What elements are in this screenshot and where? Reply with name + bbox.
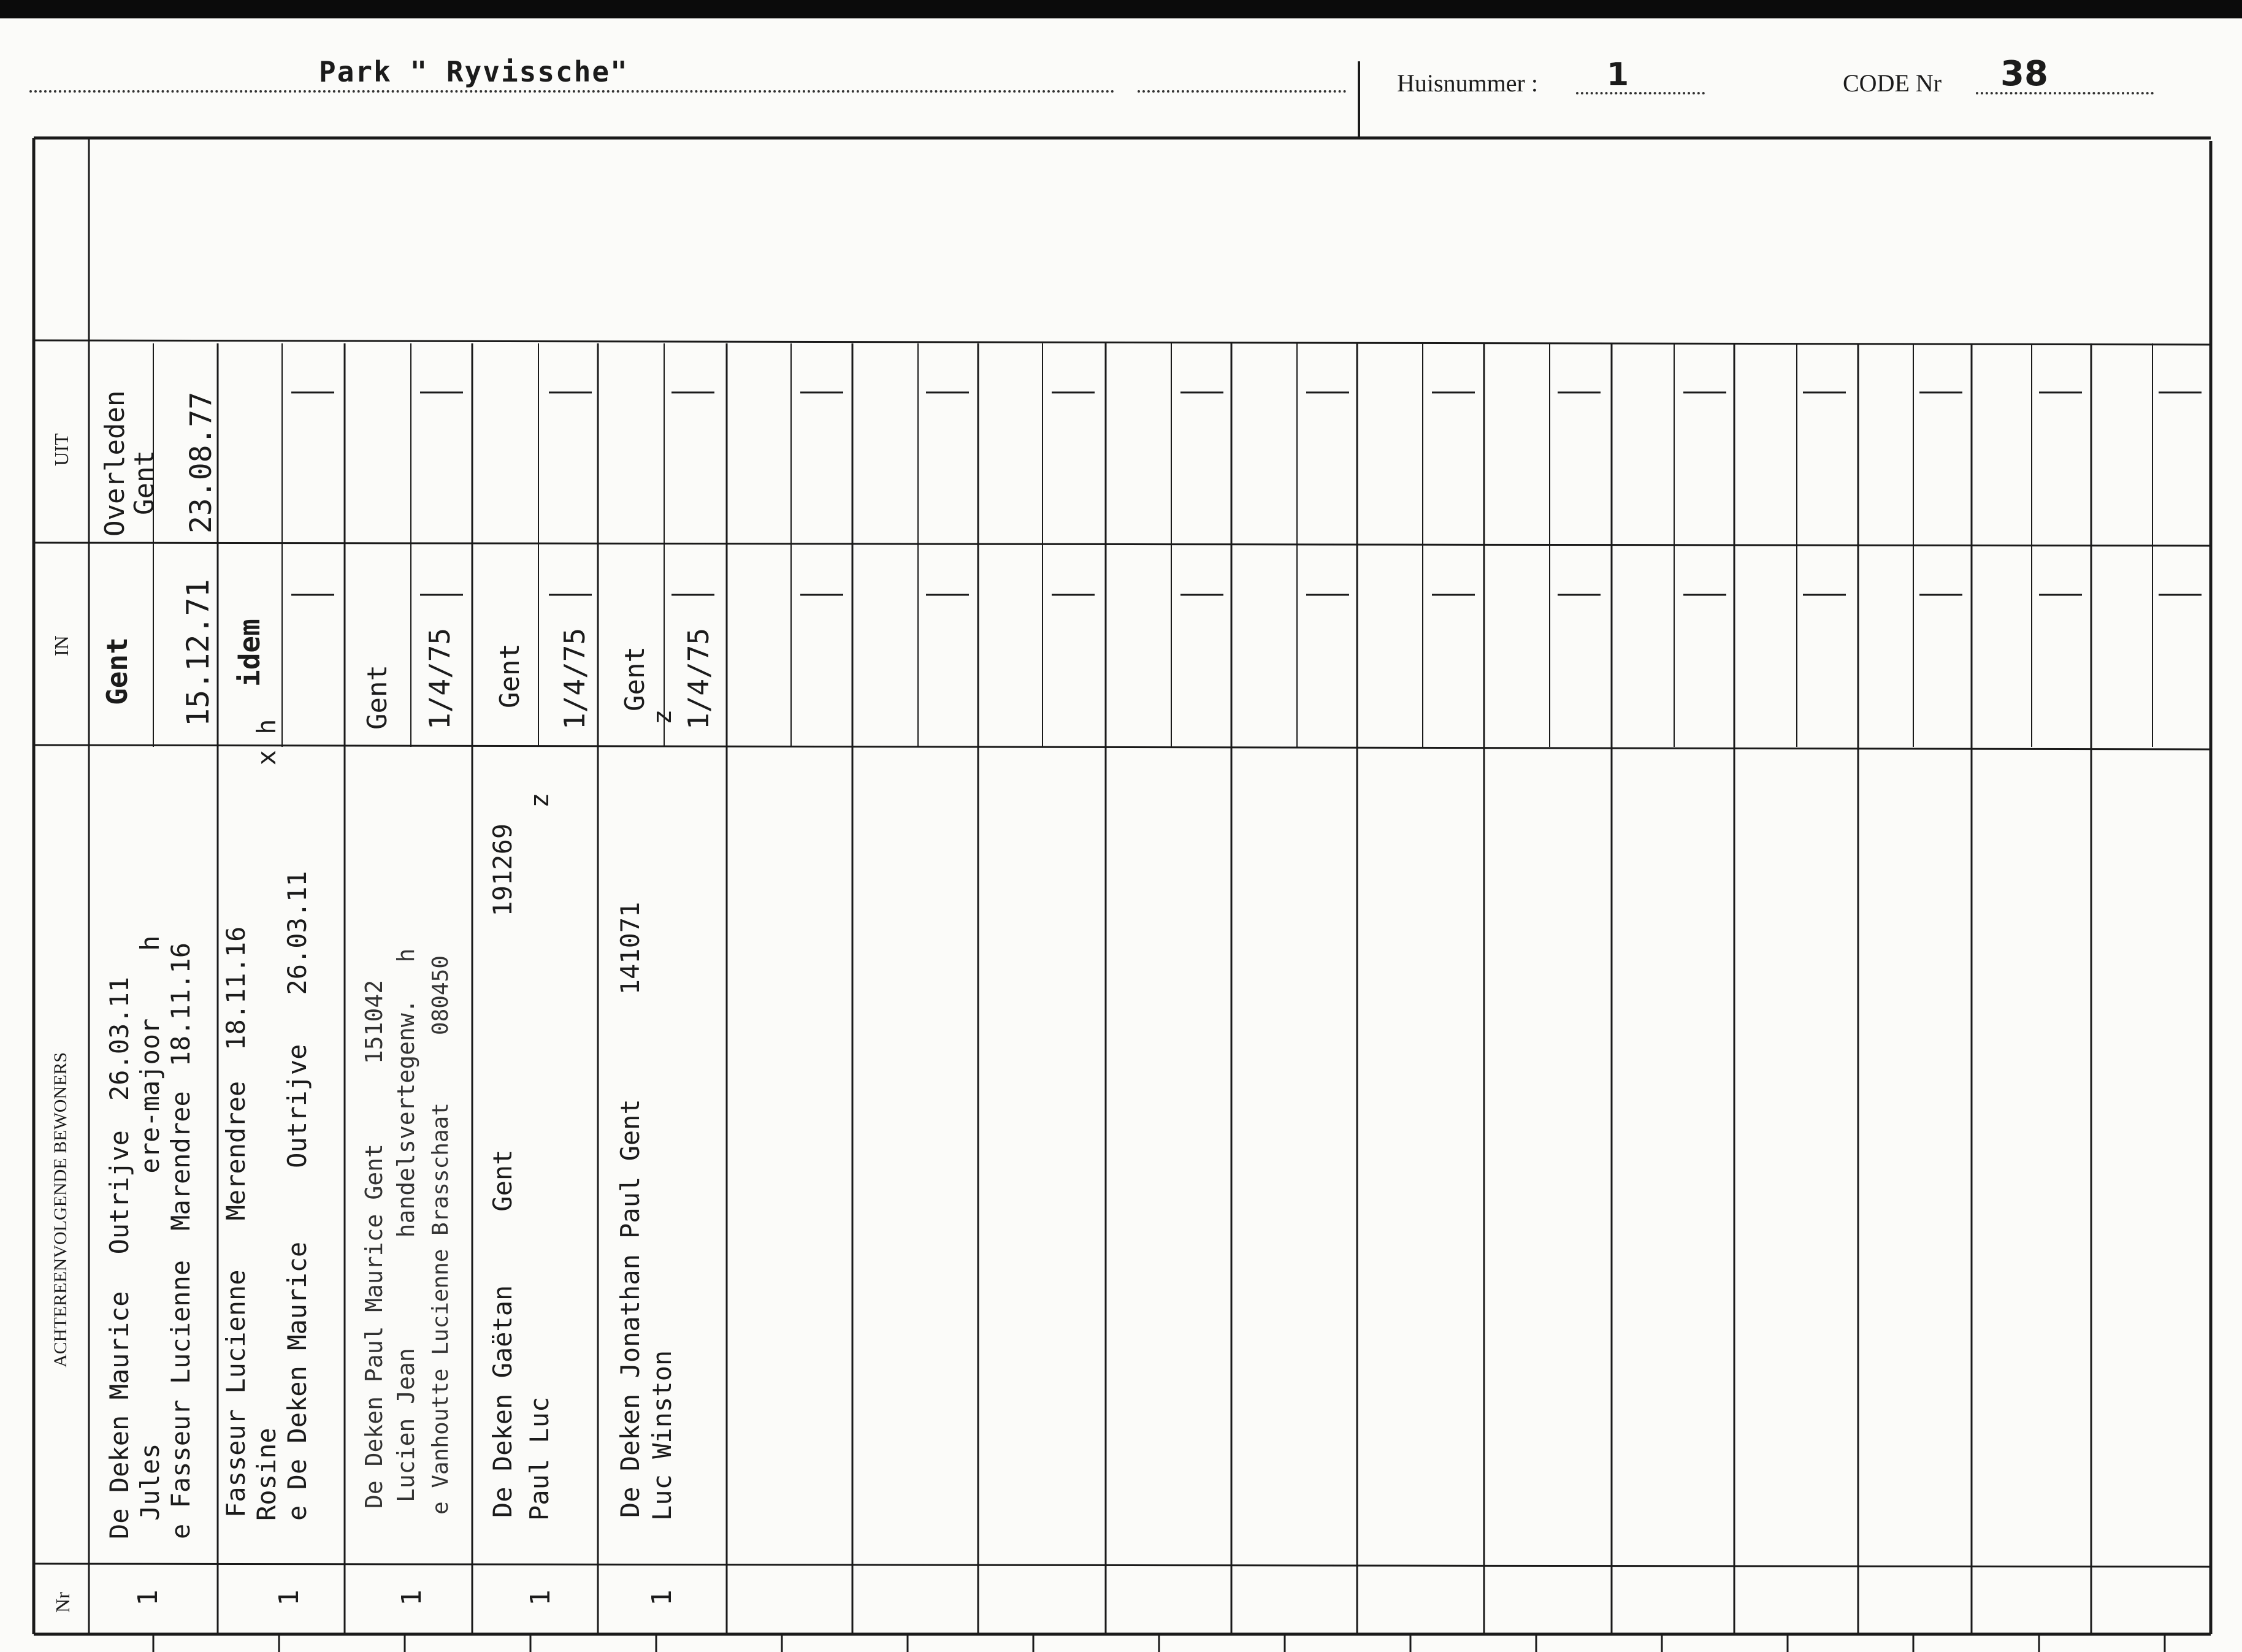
resident-2-line-2: Rosinex h	[251, 719, 281, 1521]
resident-5-nr: 1	[646, 1589, 678, 1606]
uit-column-label: UIT	[50, 433, 72, 466]
resident-1-in-place: Gent	[101, 637, 134, 705]
resident-1-uit-place: Overleden	[99, 390, 131, 537]
resident-5-in-date: 1/4/75	[682, 627, 715, 730]
nr-column-label: Nr	[52, 1592, 74, 1613]
resident-5-line-2: Luc Winstonz	[647, 709, 677, 1521]
in-section-top	[34, 543, 2211, 546]
house-number-value: 1	[1607, 56, 1629, 93]
resident-1-line-3: e Fasseur LucienneMarendree18.11.16	[166, 942, 196, 1539]
resident-4-line-2: Paul Lucz	[524, 792, 554, 1521]
resident-4-in-place: Gent	[494, 643, 526, 708]
resident-3-line-1: De Deken Paul Maurice Gent151042	[361, 979, 388, 1509]
resident-4-in-date: 1/4/75	[558, 627, 591, 730]
resident-1-uit-date: 23.08.77	[184, 391, 218, 533]
location-title: Park " Ryvissche"	[319, 55, 629, 88]
resident-4-nr: 1	[524, 1589, 556, 1606]
resident-1-uit-place-2: Gent	[129, 450, 160, 515]
resident-5-in-place: Gent	[619, 646, 651, 711]
house-number-label: Huisnummer :	[1397, 69, 1538, 97]
residents-column-label: ACHTEREENVOLGENDE BEWONERS	[50, 1052, 71, 1367]
resident-1-line-1: De Deken MauriceOutrijve26.03.11	[104, 976, 134, 1539]
code-value: 38	[2000, 54, 2048, 94]
resident-5-line-1: De Deken Jonathan Paul Gent141071	[615, 901, 645, 1518]
resident-1-nr: 1	[132, 1589, 164, 1606]
resident-2-nr: 1	[273, 1589, 305, 1606]
resident-3-nr: 1	[396, 1589, 427, 1606]
resident-2-line-3: e De Deken MauriceOutrijve26.03.11	[282, 871, 312, 1521]
uit-section-top	[34, 340, 2211, 345]
resident-3-line-3: e Vanhoutte Lucienne Brasschaat080450	[428, 955, 453, 1515]
resident-1-line-2: Julesere-majoorh	[135, 935, 165, 1521]
resident-3-in-date: 1/4/75	[423, 627, 456, 730]
resident-2-line-1: Fasseur LucienneMerendree18.11.16	[221, 926, 251, 1518]
code-label: CODE Nr	[1843, 69, 1942, 97]
resident-2-in-place: idem	[233, 619, 266, 687]
residents-section-top	[34, 745, 2211, 749]
resident-4-line-1: De Deken GaëtanGent191269	[488, 823, 518, 1518]
resident-3-line-2: Lucien Jeanhandelsvertegenw.h	[392, 948, 419, 1502]
resident-1-in-date: 15.12.71	[180, 579, 216, 727]
resident-3-in-place: Gent	[362, 665, 393, 730]
in-column-label: IN	[50, 635, 72, 656]
nr-section-top	[34, 1564, 2211, 1567]
